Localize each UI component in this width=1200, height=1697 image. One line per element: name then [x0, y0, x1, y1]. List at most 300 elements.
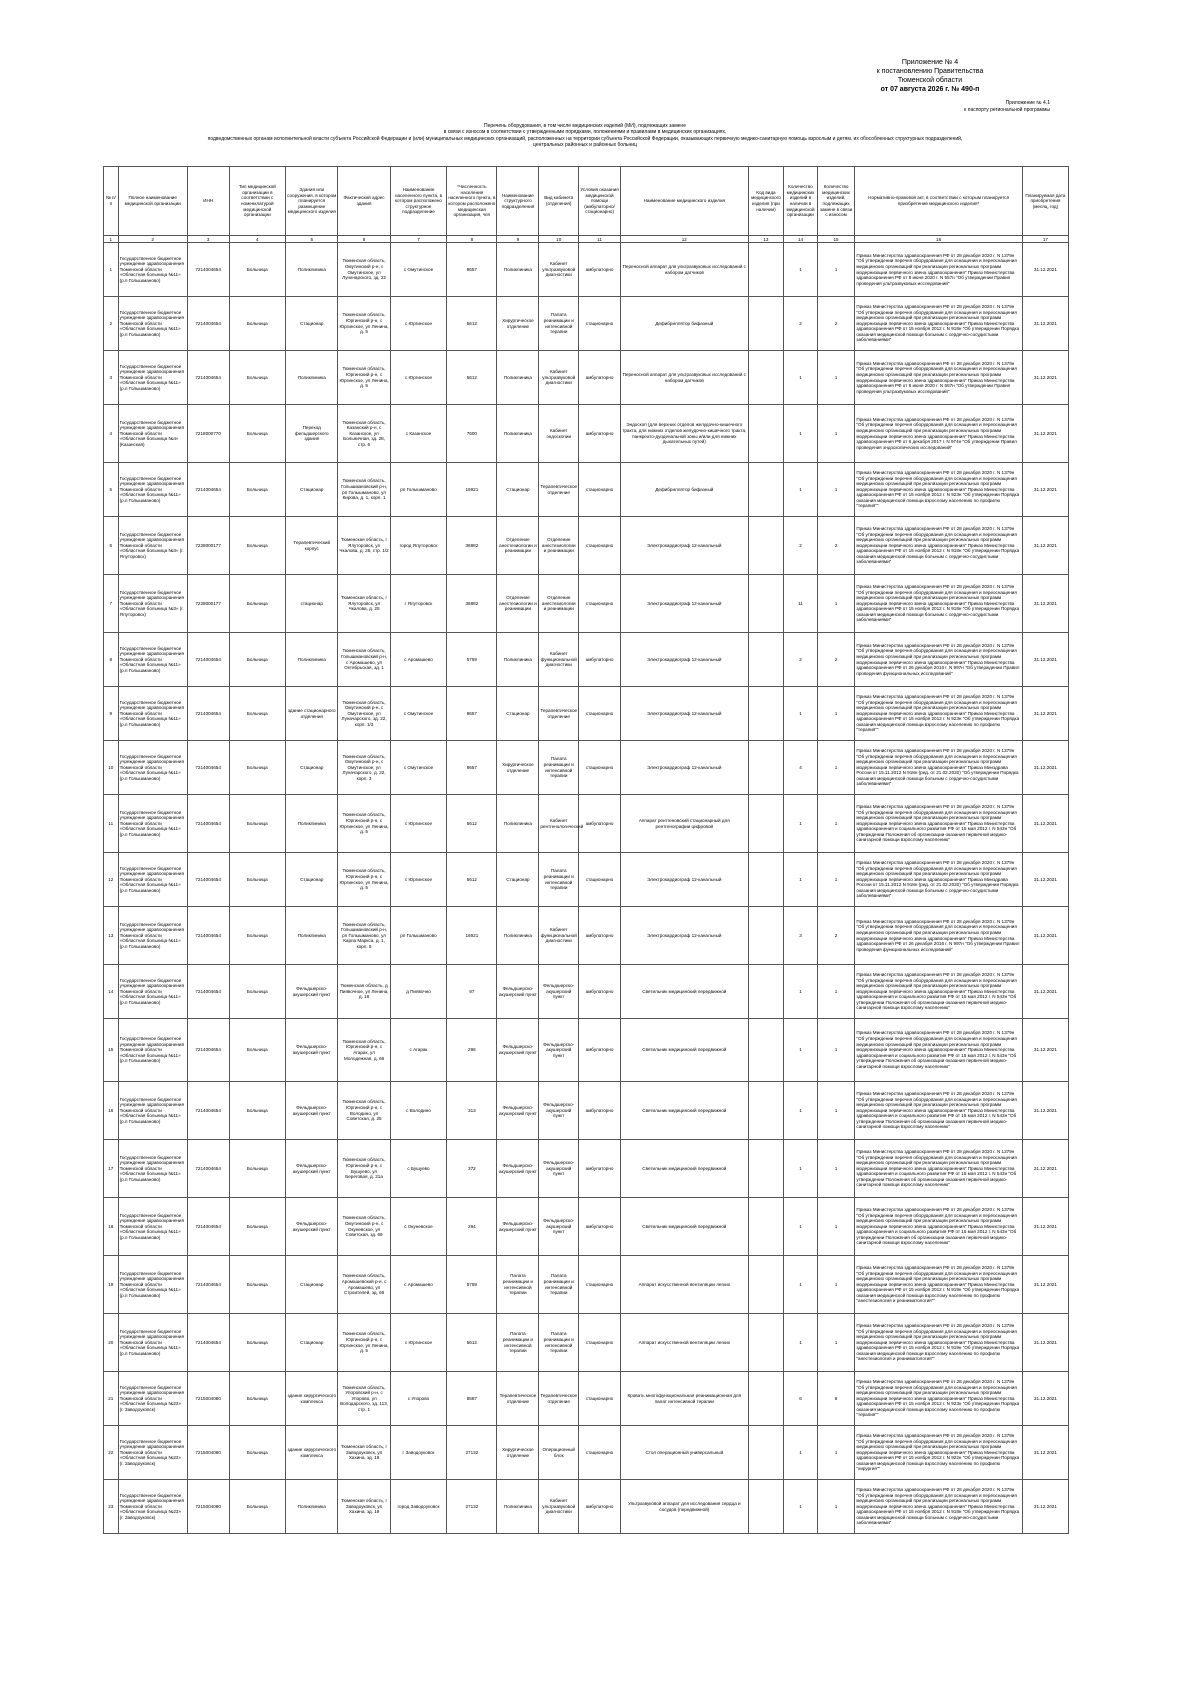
- cell-org-name: Государственное бюджетное учреждение здравоохранения Тюменской области «Областная больница №4» (Казанская): [118, 405, 187, 463]
- cell-org-name: Государственное бюджетное учреждение здравоохранения Тюменской области «Областная больница №23» (г. Заводоуковск): [118, 1372, 187, 1426]
- cell-device-code: [748, 1140, 784, 1198]
- cell-row-number: 23: [104, 1480, 119, 1534]
- cell-cabinet-type: Терапевтическое отделение: [539, 1372, 579, 1426]
- cell-org-name: Государственное бюджетное учреждение здравоохранения Тюменской области «Областная больница №11» (р.п Голышманово): [118, 633, 187, 687]
- cell-address: Тюменская область, Юргинский р-н, с Юргинское, ул Ленина, д. 5: [338, 297, 390, 351]
- cell-count-available: 3: [784, 907, 817, 965]
- cell-org-type: Больница: [229, 405, 286, 463]
- table-row: [104, 907, 1069, 965]
- table-row: [104, 1019, 1069, 1082]
- cell-planned-date: 31.12.2021: [1022, 633, 1068, 687]
- cell-legal-act: Приказ Министерства здравоохранения РФ от 28 декабря 2020 г. N 1379н "Об утверждении перечня оборудования для оснащения и переоснащения медицинских организаций при реализации региональных программ модернизации первичного звена здравоохранения" Приказ Министерства здравоохранения РФ от 8 июня 2020 г. N 557н "Об утверждении Правил проведения ультразвуковых исследований": [855, 351, 1022, 405]
- cell-building: Фельдшерско-акушерский пункт: [286, 1140, 338, 1198]
- cell-cabinet-type: Кабинет эндоскопии: [539, 405, 579, 463]
- table-row: [104, 575, 1069, 633]
- cell-device-name: Аппарат искусственной вентиляции легких: [620, 1314, 748, 1372]
- table-row: [104, 853, 1069, 907]
- cell-legal-act: Приказ Министерства здравоохранения РФ от 28 декабря 2020 г. N 1379н "Об утверждении перечня оборудования для оснащения и переоснащения медицинских организаций при реализации региональных программ модернизации первичного звена здравоохранения" Приказ Министерства здравоохранения РФ от 15 ноября 2012 г. N 923н "Об утверждении Порядка оказания медицинской помощи взрослому населению по профилю "терапия"": [855, 1372, 1022, 1426]
- cell-row-number: 7: [104, 575, 119, 633]
- cell-planned-date: 31.12.2021: [1022, 1314, 1068, 1372]
- cell-count-available: 1: [784, 1426, 817, 1480]
- cell-count-available: 1: [784, 1198, 817, 1256]
- cell-population: 27132: [447, 1480, 497, 1534]
- cell-address: Тюменская область, д Пиявочное, ул Ленина, д. 18: [338, 965, 390, 1019]
- cell-inn: 7215004080: [187, 1480, 229, 1534]
- col-number: 6: [338, 236, 390, 243]
- cell-count-replace: 1: [817, 1140, 855, 1198]
- cell-org-name: Государственное бюджетное учреждение здравоохранения Тюменской области «Областная больница №11» (р.п Голышманово): [118, 463, 187, 517]
- header-row: [104, 167, 1069, 236]
- column-number-row: [104, 236, 1069, 243]
- cell-planned-date: 31.12.2021: [1022, 297, 1068, 351]
- cell-cabinet-type: Фельдшерско-акушерский пункт: [539, 1082, 579, 1140]
- table-row: [104, 517, 1069, 575]
- cell-address: Тюменская область, Юргинский р-н, с Бушуево, ул Береговая, д. 21а: [338, 1140, 390, 1198]
- cell-org-type: Больница: [229, 1426, 286, 1480]
- cell-legal-act: Приказ Министерства здравоохранения РФ от 28 декабря 2020 г. N 1379н "Об утверждении перечня оборудования для оснащения и переоснащения медицинских организаций при реализации региональных программ модернизации первичного звена здравоохранения" Приказ Министерства здравоохранения РФ от 8 июня 2020 г. N 557н "Об утверждении Правил проведения ультразвуковых исследований": [855, 243, 1022, 297]
- table-row: [104, 463, 1069, 517]
- equipment-table: [103, 166, 1069, 1534]
- cell-device-name: Электрокардиограф 12-канальный: [620, 517, 748, 575]
- cell-org-type: Больница: [229, 687, 286, 741]
- cell-org-name: Государственное бюджетное учреждение здравоохранения Тюменской области «Областная больница №11» (р.п Голышманово): [118, 1140, 187, 1198]
- cell-device-name: Светильник медицинский передвижной: [620, 1140, 748, 1198]
- cell-address: Тюменская область, Аромашевский р-н, с Аромашево, ул Строителей, зд. 66: [338, 1256, 390, 1314]
- cell-building: здание хирургического комплекса: [286, 1372, 338, 1426]
- cell-count-available: 1: [784, 1480, 817, 1534]
- cell-device-name: Стол операционный универсальный: [620, 1426, 748, 1480]
- cell-planned-date: 31.12.2021: [1022, 351, 1068, 405]
- cell-row-number: 2: [104, 297, 119, 351]
- cell-subdivision: Поликлиника: [497, 243, 539, 297]
- cell-settlement: с Юргинское: [390, 853, 447, 907]
- cell-address: Тюменская область, Голышмановский р-н, с Аромашево, ул Октябрьская, зд. 1: [338, 633, 390, 687]
- cell-population: 7600: [447, 405, 497, 463]
- cell-cabinet-type: Кабинет ультразвуковой диагностики: [539, 1480, 579, 1534]
- cell-subdivision: Палата реанимации и интенсивной терапии: [497, 1256, 539, 1314]
- cell-device-name: Дефибриллятор бифазный: [620, 463, 748, 517]
- cell-building: Поликлиника: [286, 243, 338, 297]
- cell-device-name: Электрокардиограф 12-канальный: [620, 853, 748, 907]
- cell-row-number: 13: [104, 907, 119, 965]
- cell-cabinet-type: Фельдшерско-акушерский пункт: [539, 1198, 579, 1256]
- cell-inn: 7214004654: [187, 1256, 229, 1314]
- cell-subdivision: Фельдшерско-акушерский пункт: [497, 1082, 539, 1140]
- cell-device-code: [748, 1198, 784, 1256]
- cell-legal-act: Приказ Министерства здравоохранения РФ от 28 декабря 2020 г. N 1379н "Об утверждении перечня оборудования для оснащения и переоснащения медицинских организаций при реализации региональных программ модернизации первичного звена здравоохранения" Приказ Министерства здравоохранения и социального развития РФ от 15 мая 2012 г. N 543н "Об утверждении Положения об организации оказания первичной медико-санитарной помощи взрослому населению": [855, 1019, 1022, 1082]
- cell-cabinet-type: Фельдшерско-акушерский пункт: [539, 1140, 579, 1198]
- cell-cabinet-type: Палата реанимации и интенсивной терапии: [539, 1256, 579, 1314]
- cell-cabinet-type: Палата реанимации и интенсивной терапии: [539, 741, 579, 795]
- appendix-line-4: от 07 августа 2026 г. № 490-п: [880, 86, 980, 93]
- cell-inn: 7214004654: [187, 297, 229, 351]
- table-row: [104, 1480, 1069, 1534]
- cell-planned-date: 31.12.2021: [1022, 463, 1068, 517]
- cell-settlement: с Аромашево: [390, 1256, 447, 1314]
- cell-device-code: [748, 243, 784, 297]
- cell-org-type: Больница: [229, 517, 286, 575]
- cell-subdivision: Фельдшерско-акушерский пункт: [497, 965, 539, 1019]
- cell-org-type: Больница: [229, 297, 286, 351]
- cell-address: Тюменская область, г Заводоуковск, ул Хахина, зд. 19: [338, 1480, 390, 1534]
- cell-subdivision: Отделение анестезиологии и реанимации: [497, 517, 539, 575]
- cell-org-type: Больница: [229, 1082, 286, 1140]
- cell-inn: 7215004080: [187, 1426, 229, 1480]
- cell-org-name: Государственное бюджетное учреждение здравоохранения Тюменской области «Областная больница №11» (р.п Голышманово): [118, 297, 187, 351]
- cell-device-code: [748, 1372, 784, 1426]
- cell-org-name: Государственное бюджетное учреждение здравоохранения Тюменской области «Областная больница №23» (г. Заводоуковск): [118, 1480, 187, 1534]
- col-number: 3: [187, 236, 229, 243]
- cell-address: Тюменская область, Упоровский р-н, с Упорово, ул Володарского, зд. 113, стр. 1: [338, 1372, 390, 1426]
- cell-legal-act: Приказ Министерства здравоохранения РФ от 28 декабря 2020 г. N 1379н "Об утверждении перечня оборудования для оснащения и переоснащения медицинских организаций при реализации региональных программ модернизации первичного звена здравоохранения" Приказ Министерства здравоохранения РФ от 26 декабря 2016 г. N 997н "Об утверждении Правил проведения функциональных исследований": [855, 633, 1022, 687]
- cell-org-name: Государственное бюджетное учреждение здравоохранения Тюменской области «Областная больница №11» (р.п Голышманово): [118, 907, 187, 965]
- cell-inn: 7214004654: [187, 907, 229, 965]
- cell-inn: 7214004654: [187, 795, 229, 853]
- cell-population: 16921: [447, 463, 497, 517]
- col-number: 4: [229, 236, 286, 243]
- cell-care-conditions: амбулаторно: [579, 1480, 621, 1534]
- cell-row-number: 10: [104, 741, 119, 795]
- cell-device-code: [748, 575, 784, 633]
- cell-count-replace: 1: [817, 1314, 855, 1372]
- cell-population: 5759: [447, 633, 497, 687]
- cell-inn: 7228000177: [187, 575, 229, 633]
- cell-address: Тюменская область, Юргинский р-н, с Агарак, ул Молодежная, д. 66: [338, 1019, 390, 1082]
- cell-cabinet-type: Отделение анестезиологии и реанимации: [539, 517, 579, 575]
- cell-care-conditions: амбулаторно: [579, 243, 621, 297]
- cell-device-code: [748, 795, 784, 853]
- cell-population: 294: [447, 1198, 497, 1256]
- cell-subdivision: Палата реанимации и интенсивной терапии: [497, 1314, 539, 1372]
- table-row: [104, 1198, 1069, 1256]
- col-number: 12: [620, 236, 748, 243]
- cell-org-type: Больница: [229, 575, 286, 633]
- cell-subdivision: Поликлиника: [497, 351, 539, 405]
- cell-planned-date: 31.12.2021: [1022, 405, 1068, 463]
- cell-planned-date: 31.12.2021: [1022, 1480, 1068, 1534]
- cell-planned-date: 31.12.2021: [1022, 1019, 1068, 1082]
- cell-inn: 7214004654: [187, 463, 229, 517]
- cell-address: Тюменская область, Юргинский р-н, с Юргинское, ул Ленина, д. 5: [338, 351, 390, 405]
- cell-planned-date: 31.12.2021: [1022, 243, 1068, 297]
- col-header: *Численность населения населенного пункта, в котором расположено медицинская организация, чел: [447, 167, 497, 236]
- cell-device-name: Светильник медицинский передвижной: [620, 965, 748, 1019]
- cell-address: Тюменская область, Омутинский р-н, с Омутинское, ул Луначарского, зд. 22: [338, 243, 390, 297]
- title-line-3: подведомственных органам исполнительной власти субъекта Российской Федерации и (или) муниципальных медицинских организаций, расположенных на территории субъекта Российской Федерации, оказывающих первичную медико-санитарную помощь взрослым и детям, их обособленных структурных подразделений,: [207, 135, 963, 142]
- cell-legal-act: Приказ Министерства здравоохранения РФ от 28 декабря 2020 г. N 1379н "Об утверждении перечня оборудования для оснащения и переоснащения медицинских организаций при реализации региональных программ модернизации первичного звена здравоохранения" Приказ Министерства здравоохранения РФ от 15 ноября 2012 г. N 918н "Об утверждении Порядка оказания медицинской помощи больным с сердечно-сосудистыми заболеваниями": [855, 1480, 1022, 1534]
- cell-settlement: с Бушуево: [390, 1140, 447, 1198]
- cell-care-conditions: стационарно: [579, 741, 621, 795]
- cell-org-type: Больница: [229, 1198, 286, 1256]
- cell-planned-date: 31.12.2021: [1022, 1082, 1068, 1140]
- cell-cabinet-type: Кабинет функциональной диагностики: [539, 907, 579, 965]
- title-line-1: Перечень оборудования, в том числе медицинских изделий (МИ), подлежащих замене: [484, 123, 686, 129]
- cell-count-available: 2: [784, 297, 817, 351]
- appendix2-line-1: Приложение № 4.1: [1005, 100, 1050, 106]
- col-header: Наименование медицинского изделия: [620, 167, 748, 236]
- cell-org-type: Больница: [229, 1372, 286, 1426]
- cell-org-type: Больница: [229, 1019, 286, 1082]
- cell-org-name: Государственное бюджетное учреждение здравоохранения Тюменской области «Областная больница №3» (г. Ялуторовск): [118, 575, 187, 633]
- cell-org-name: Государственное бюджетное учреждение здравоохранения Тюменской области «Областная больница №11» (р.п Голышманово): [118, 1256, 187, 1314]
- table-row: [104, 687, 1069, 741]
- cell-cabinet-type: Операционный блок: [539, 1426, 579, 1480]
- cell-org-type: Больница: [229, 1256, 286, 1314]
- cell-address: Тюменская область, Юргинский р-н, с Юргинское, ул Ленина, д. 5: [338, 1314, 390, 1372]
- cell-device-code: [748, 1256, 784, 1314]
- col-number: 5: [286, 236, 338, 243]
- cell-population: 5612: [447, 1314, 497, 1372]
- cell-count-available: 1: [784, 1019, 817, 1082]
- col-header: ИНН: [187, 167, 229, 236]
- cell-count-available: 1: [784, 965, 817, 1019]
- cell-device-name: Эндоскоп (для верхних отделов желудочно-кишечного тракта, для нижних отделов желудочно-кишечного тракта, панкреато-дуоденальной зоны и/или для нижних дыхательных путей): [620, 405, 748, 463]
- cell-count-replace: 1: [817, 853, 855, 907]
- cell-device-code: [748, 351, 784, 405]
- cell-population: 313: [447, 1082, 497, 1140]
- cell-org-type: Больница: [229, 741, 286, 795]
- cell-org-name: Государственное бюджетное учреждение здравоохранения Тюменской области «Областная больница №11» (р.п Голышманово): [118, 965, 187, 1019]
- cell-device-code: [748, 633, 784, 687]
- cell-population: 5612: [447, 795, 497, 853]
- cell-population: 372: [447, 1140, 497, 1198]
- cell-org-type: Больница: [229, 795, 286, 853]
- cell-care-conditions: амбулаторно: [579, 1140, 621, 1198]
- cell-inn: 7214004654: [187, 243, 229, 297]
- col-header: Количество медицинских изделий, подлежащих замене в связи с износом: [817, 167, 855, 236]
- cell-device-name: Аппарат рентгеновский стационарный для рентгенографии цифровой: [620, 795, 748, 853]
- cell-address: Тюменская область, Голышмановский р-н, рп Голышманово, ул Кирова, д. 1, корп. 1: [338, 463, 390, 517]
- cell-org-type: Больница: [229, 853, 286, 907]
- cell-settlement: с Казанское: [390, 405, 447, 463]
- cell-count-replace: 1: [817, 463, 855, 517]
- col-header: Нормативно-правовой акт, в соответствии с которым планируется приобретение медицинского изделия*: [855, 167, 1022, 236]
- cell-subdivision: Поликлиника: [497, 405, 539, 463]
- col-header: Наименование структурного подразделения: [497, 167, 539, 236]
- cell-legal-act: Приказ Министерства здравоохранения РФ от 28 декабря 2020 г. N 1379н "Об утверждении перечня оборудования для оснащения и переоснащения медицинских организаций при реализации региональных программ модернизации первичного звена здравоохранения" Приказ Министерства здравоохранения РФ от 15 ноября 2012 г. N 918н "Об утверждении Порядка оказания медицинской помощи больным с сердечно-сосудистыми заболеваниями": [855, 297, 1022, 351]
- cell-care-conditions: стационарно: [579, 1372, 621, 1426]
- cell-care-conditions: стационарно: [579, 687, 621, 741]
- cell-building: Стационар: [286, 1256, 338, 1314]
- col-header: Код вида медицинского изделия (при наличии): [748, 167, 784, 236]
- cell-settlement: рп Голышманово: [390, 907, 447, 965]
- cell-device-name: Электрокардиограф 12-канальный: [620, 633, 748, 687]
- cell-address: Тюменская область, Юргинский р-н, с Володино, ул Советская, д. 25: [338, 1082, 390, 1140]
- cell-settlement: с Аромашево: [390, 633, 447, 687]
- cell-legal-act: Приказ Министерства здравоохранения РФ от 28 декабря 2020 г. N 1379н "Об утверждении перечня оборудования для оснащения и переоснащения медицинских организаций при реализации региональных программ модернизации первичного звена здравоохранения" Приказ Министерства здравоохранения и социального развития РФ от 15 мая 2012 г. N 543н "Об утверждении Положения об организации оказания первичной медико-санитарной помощи взрослому населению": [855, 1198, 1022, 1256]
- cell-org-name: Государственное бюджетное учреждение здравоохранения Тюменской области «Областная больница №23» (г. Заводоуковск): [118, 1426, 187, 1480]
- cell-row-number: 16: [104, 1082, 119, 1140]
- cell-subdivision: Фельдшерско-акушерский пункт: [497, 1198, 539, 1256]
- cell-building: Фельдшерско-акушерский пункт: [286, 1082, 338, 1140]
- cell-cabinet-type: Фельдшерско-акушерский пункт: [539, 965, 579, 1019]
- cell-care-conditions: стационарно: [579, 297, 621, 351]
- cell-count-replace: 1: [817, 405, 855, 463]
- table-row: [104, 633, 1069, 687]
- col-header: Полное наименование медицинской организации: [118, 167, 187, 236]
- cell-count-replace: 1: [817, 1426, 855, 1480]
- col-number: 16: [855, 236, 1022, 243]
- cell-inn: 7214004654: [187, 687, 229, 741]
- cell-building: здание стационарного отделения: [286, 687, 338, 741]
- cell-legal-act: Приказ Министерства здравоохранения РФ от 28 декабря 2020 г. N 1379н "Об утверждении перечня оборудования для оснащения и переоснащения медицинских организаций при реализации региональных программ модернизации первичного звена здравоохранения" Приказ Министерства здравоохранения РФ от 15 ноября 2012 г. N 918н "Об утверждении Порядка оказания медицинской помощи больным с сердечно-сосудистыми заболеваниями": [855, 517, 1022, 575]
- cell-row-number: 5: [104, 463, 119, 517]
- cell-cabinet-type: Кабинет рентгенологический: [539, 795, 579, 853]
- cell-address: Тюменская область, Казанский р-н, с Казанское, ул Больничная, зд. 28, стр. 6: [338, 405, 390, 463]
- appendix-header-2: [810, 100, 1050, 114]
- col-number: 10: [539, 236, 579, 243]
- cell-device-name: Дефибриллятор бифазный: [620, 297, 748, 351]
- cell-subdivision: Стационар: [497, 463, 539, 517]
- cell-inn: 7214004654: [187, 1019, 229, 1082]
- cell-count-replace: 1: [817, 1019, 855, 1082]
- cell-count-available: 1: [784, 795, 817, 853]
- cell-org-type: Больница: [229, 463, 286, 517]
- cell-legal-act: Приказ Министерства здравоохранения РФ от 28 декабря 2020 г. N 1379н "Об утверждении перечня оборудования для оснащения и переоснащения медицинских организаций при реализации региональных программ модернизации первичного звена здравоохранения" Приказ Министерства здравоохранения РФ от 15 ноября 2012 г. N 919н "Об утверждении Порядка оказания медицинской помощи взрослому населению по профилю "анестезиология и реаниматология"": [855, 1256, 1022, 1314]
- cell-row-number: 17: [104, 1140, 119, 1198]
- cell-cabinet-type: Терапевтическое отделение: [539, 463, 579, 517]
- cell-count-replace: 1: [817, 1480, 855, 1534]
- cell-count-replace: 1: [817, 243, 855, 297]
- cell-subdivision: Терапевтическое отделение: [497, 1372, 539, 1426]
- cell-device-code: [748, 1426, 784, 1480]
- cell-inn: 7214004654: [187, 853, 229, 907]
- cell-inn: 7214004654: [187, 1082, 229, 1140]
- cell-legal-act: Приказ Министерства здравоохранения РФ от 28 декабря 2020 г. N 1379н "Об утверждении перечня оборудования для оснащения и переоснащения медицинских организаций при реализации региональных программ модернизации первичного звена здравоохранения" Приказ Министерства здравоохранения РФ от 15 ноября 2012 г. N 918н "Об утверждении Порядка оказания медицинской помощи больным с сердечно-сосудистыми заболеваниями": [855, 575, 1022, 633]
- col-number: 8: [447, 236, 497, 243]
- cell-building: Фельдшерско-акушерский пункт: [286, 1019, 338, 1082]
- cell-planned-date: 31.12.2021: [1022, 1198, 1068, 1256]
- cell-device-name: Электрокардиограф 12-канальный: [620, 907, 748, 965]
- cell-subdivision: Поликлиника: [497, 907, 539, 965]
- cell-org-name: Государственное бюджетное учреждение здравоохранения Тюменской области «Областная больница №11» (р.п Голышманово): [118, 687, 187, 741]
- cell-org-type: Больница: [229, 1480, 286, 1534]
- cell-count-replace: 1: [817, 741, 855, 795]
- cell-care-conditions: стационарно: [579, 575, 621, 633]
- cell-cabinet-type: Палата реанимации и интенсивной терапии: [539, 297, 579, 351]
- cell-subdivision: Поликлиника: [497, 795, 539, 853]
- cell-care-conditions: амбулаторно: [579, 1082, 621, 1140]
- cell-org-name: Государственное бюджетное учреждение здравоохранения Тюменской области «Областная больница №11» (р.п Голышманово): [118, 1082, 187, 1140]
- cell-count-replace: 1: [817, 1198, 855, 1256]
- cell-legal-act: Приказ Министерства здравоохранения РФ от 28 декабря 2020 г. N 1379н "Об утверждении перечня оборудования для оснащения и переоснащения медицинских организаций при реализации региональных программ модернизации первичного звена здравоохранения" Приказ Минздрава России от 15.11.2012 N 918н (ред. от 21.02.2020) "Об утверждении Порядка оказания медицинской помощи больным с сердечно-сосудистыми заболеваниями": [855, 853, 1022, 907]
- cell-cabinet-type: Кабинет ультразвуковой диагностики: [539, 351, 579, 405]
- cell-building: Поликлиника: [286, 351, 338, 405]
- cell-device-name: Переносной аппарат для ультразвуковых исследований с набором датчиков: [620, 243, 748, 297]
- cell-cabinet-type: Палата реанимации и интенсивной терапии: [539, 853, 579, 907]
- table-row: [104, 297, 1069, 351]
- cell-care-conditions: амбулаторно: [579, 965, 621, 1019]
- cell-row-number: 22: [104, 1426, 119, 1480]
- cell-count-replace: 2: [817, 633, 855, 687]
- cell-device-name: Ультразвуковой аппарат для исследования сердца и сосудов (передвижной): [620, 1480, 748, 1534]
- col-number: 7: [390, 236, 447, 243]
- cell-cabinet-type: Палата реанимации и интенсивной терапии: [539, 1314, 579, 1372]
- cell-settlement: д Пиявочно: [390, 965, 447, 1019]
- cell-device-code: [748, 405, 784, 463]
- cell-planned-date: 31.12.2021: [1022, 687, 1068, 741]
- cell-address: Тюменская область, Омутинский р-н, с Омутинское, ул Луначарского, д. 22, корп. 3: [338, 741, 390, 795]
- cell-cabinet-type: Терапевтическое отделение: [539, 687, 579, 741]
- table-row: [104, 1314, 1069, 1372]
- cell-device-name: Светильник медицинский передвижной: [620, 1198, 748, 1256]
- cell-org-name: Государственное бюджетное учреждение здравоохранения Тюменской области «Областная больница №3» (г. Ялуторовск): [118, 517, 187, 575]
- col-header: Здания или сооружения, в котором планируется размещение медицинского изделия: [286, 167, 338, 236]
- table-row: [104, 405, 1069, 463]
- cell-address: Тюменская область, Омутинский р-н, с Омутинское, ул Луначарского, зд. 22, корп. 1/3: [338, 687, 390, 741]
- cell-population: 16921: [447, 907, 497, 965]
- cell-population: 97: [447, 965, 497, 1019]
- cell-device-code: [748, 1480, 784, 1534]
- cell-legal-act: Приказ Министерства здравоохранения РФ от 28 декабря 2020 г. N 1379н "Об утверждении перечня оборудования для оснащения и переоснащения медицинских организаций при реализации региональных программ модернизации первичного звена здравоохранения" Приказ Министерства здравоохранения и социального развития РФ от 15 мая 2012 г. N 543н "Об утверждении Положения об организации оказания первичной медико-санитарной помощи взрослому населению": [855, 965, 1022, 1019]
- cell-legal-act: Приказ Министерства здравоохранения РФ от 28 декабря 2020 г. N 1379н "Об утверждении перечня оборудования для оснащения и переоснащения медицинских организаций при реализации региональных программ модернизации первичного звена здравоохранения" Приказ Минздрава России от 15.11.2012 N 918н (ред. от 21.02.2020) "Об утверждении Порядка оказания медицинской помощи больным с сердечно-сосудистыми заболеваниями": [855, 741, 1022, 795]
- cell-device-name: Кровать многофункциональная реанимационная для палат интенсивной терапии: [620, 1372, 748, 1426]
- cell-inn: 7215004080: [187, 1372, 229, 1426]
- cell-subdivision: Поликлиника: [497, 633, 539, 687]
- cell-building: Стационар: [286, 853, 338, 907]
- cell-cabinet-type: Кабинет ультразвуковой диагностики: [539, 243, 579, 297]
- cell-settlement: с Омутинское: [390, 243, 447, 297]
- cell-care-conditions: амбулаторно: [579, 351, 621, 405]
- cell-device-code: [748, 965, 784, 1019]
- cell-device-name: Электрокардиограф 12-канальный: [620, 575, 748, 633]
- col-number: 15: [817, 236, 855, 243]
- cell-settlement: с Юргинское: [390, 351, 447, 405]
- cell-address: Тюменская область, г Ялуторовск, ул Чкалова, д. 25: [338, 575, 390, 633]
- cell-org-name: Государственное бюджетное учреждение здравоохранения Тюменской области «Областная больница №11» (р.п Голышманово): [118, 1198, 187, 1256]
- cell-address: Тюменская область, г Ялуторовск, ул Чкалова, д. 25, стр. 1/2: [338, 517, 390, 575]
- cell-care-conditions: амбулаторно: [579, 405, 621, 463]
- cell-care-conditions: стационарно: [579, 853, 621, 907]
- col-header: Вид кабинета (отделения): [539, 167, 579, 236]
- cell-building: Стационар: [286, 463, 338, 517]
- table-row: [104, 351, 1069, 405]
- cell-care-conditions: стационарно: [579, 463, 621, 517]
- cell-org-type: Больница: [229, 1140, 286, 1198]
- cell-planned-date: 31.12.2021: [1022, 1256, 1068, 1314]
- cell-count-replace: 1: [817, 575, 855, 633]
- cell-settlement: с Окуневское: [390, 1198, 447, 1256]
- cell-count-available: 1: [784, 1082, 817, 1140]
- cell-population: 9657: [447, 243, 497, 297]
- table-row: [104, 1426, 1069, 1480]
- cell-settlement: город Заводоуковск: [390, 1480, 447, 1534]
- cell-care-conditions: амбулаторно: [579, 1198, 621, 1256]
- cell-population: 5759: [447, 1256, 497, 1314]
- cell-inn: 7214004654: [187, 1140, 229, 1198]
- cell-count-replace: 1: [817, 687, 855, 741]
- col-header: № п/п: [104, 167, 119, 236]
- cell-count-available: 11: [784, 575, 817, 633]
- cell-subdivision: Отделение анестезиологии и реанимации: [497, 575, 539, 633]
- cell-count-available: 1: [784, 853, 817, 907]
- cell-subdivision: Хирургическое отделение: [497, 741, 539, 795]
- cell-settlement: с Упорово: [390, 1372, 447, 1426]
- cell-subdivision: Стационар: [497, 853, 539, 907]
- table-row: [104, 1082, 1069, 1140]
- col-header: Количество медицинских изделий в наличии в медицинской организации: [784, 167, 817, 236]
- cell-row-number: 6: [104, 517, 119, 575]
- cell-inn: 7218000770: [187, 405, 229, 463]
- table-body: [104, 243, 1069, 1534]
- cell-settlement: г Заводоуковск: [390, 1426, 447, 1480]
- cell-subdivision: Фельдшерско-акушерский пункт: [497, 1140, 539, 1198]
- cell-settlement: город Ялуторовск: [390, 517, 447, 575]
- table-row: [104, 1372, 1069, 1426]
- cell-building: Поликлиника: [286, 633, 338, 687]
- col-number: 17: [1022, 236, 1068, 243]
- cell-building: Стационар: [286, 741, 338, 795]
